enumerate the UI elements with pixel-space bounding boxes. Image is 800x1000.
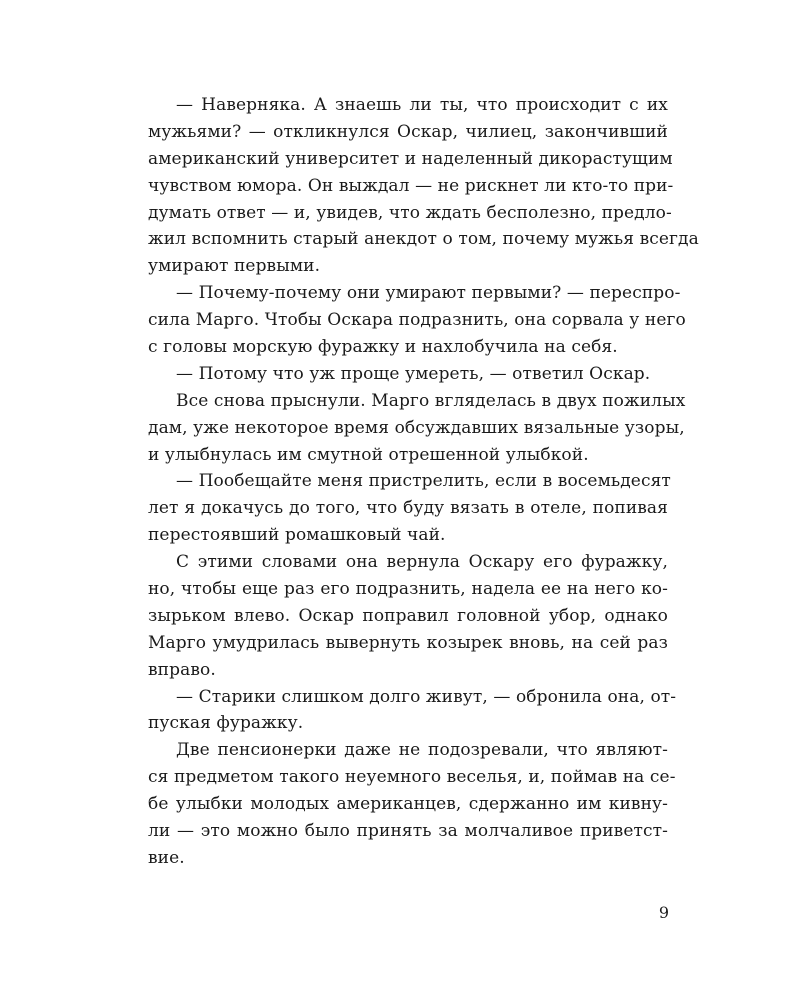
- page-number: 9: [658, 903, 669, 922]
- text-line: и улыбнулась им смутной отрешенной улыбкой.: [148, 444, 589, 465]
- text-line: дам, уже некоторое время обсуждавших вязальные узоры,: [148, 417, 685, 438]
- text-line: думать ответ — и, увидев, что ждать бесполезно, предло-: [148, 202, 672, 223]
- text-line: но, чтобы еще раз его подразнить, надела ее на него ко-: [148, 579, 668, 600]
- text-line: Все снова прыснули. Марго вгляделась в двух пожилых: [176, 390, 686, 411]
- text-line: вправо.: [148, 659, 216, 680]
- text-line: — Почему-почему они умирают первыми? — переспро-: [176, 283, 681, 304]
- text-line: — Наверняка. А знаешь ли ты, что происходит с их: [176, 95, 668, 115]
- text-line: Марго умудрилась вывернуть козырек вновь, на сей раз: [148, 632, 668, 653]
- text-line: лет я докачусь до того, что буду вязать в отеле, попивая: [148, 498, 668, 519]
- text-line: мужьями? — откликнулся Оскар, чилиец, закончивший: [148, 121, 668, 142]
- text-line: пуская фуражку.: [148, 713, 304, 734]
- text-line: — Старики слишком долго живут, — обронила она, от-: [176, 686, 677, 707]
- text-line: — Потому что уж проще умереть, — ответил Оскар.: [176, 363, 651, 384]
- text-line: С этими словами она вернула Оскару его фуражку,: [176, 552, 668, 573]
- text-line: зырьком влево. Оскар поправил головной убор, однако: [148, 605, 668, 626]
- text-line: жил вспомнить старый анекдот о том, почему мужья всегда: [148, 229, 699, 250]
- text-line: бе улыбки молодых американцев, сдержанно им кивну-: [148, 794, 668, 815]
- text-line: — Пообещайте меня пристрелить, если в восемьдесят: [176, 471, 671, 492]
- text-line: американский университет и наделенный дикорастущим: [148, 148, 673, 169]
- body-text: [148, 92, 699, 872]
- text-line: с головы морскую фуражку и нахлобучила на себя.: [148, 337, 618, 358]
- text-line: Две пенсионерки даже не подозревали, что являют-: [176, 740, 668, 761]
- text-line: умирают первыми.: [148, 256, 321, 277]
- text-line: сила Марго. Чтобы Оскара подразнить, она сорвала у него: [148, 310, 686, 331]
- text-line: чувством юмора. Он выждал — не рискнет ли кто-то при-: [148, 175, 674, 196]
- text-line: ся предметом такого неуемного веселья, и, поймав на се-: [148, 767, 676, 788]
- text-line: перестоявший ромашковый чай.: [148, 525, 446, 546]
- text-line: вие.: [148, 847, 185, 868]
- text-line: ли — это можно было принять за молчаливое приветст-: [148, 821, 668, 842]
